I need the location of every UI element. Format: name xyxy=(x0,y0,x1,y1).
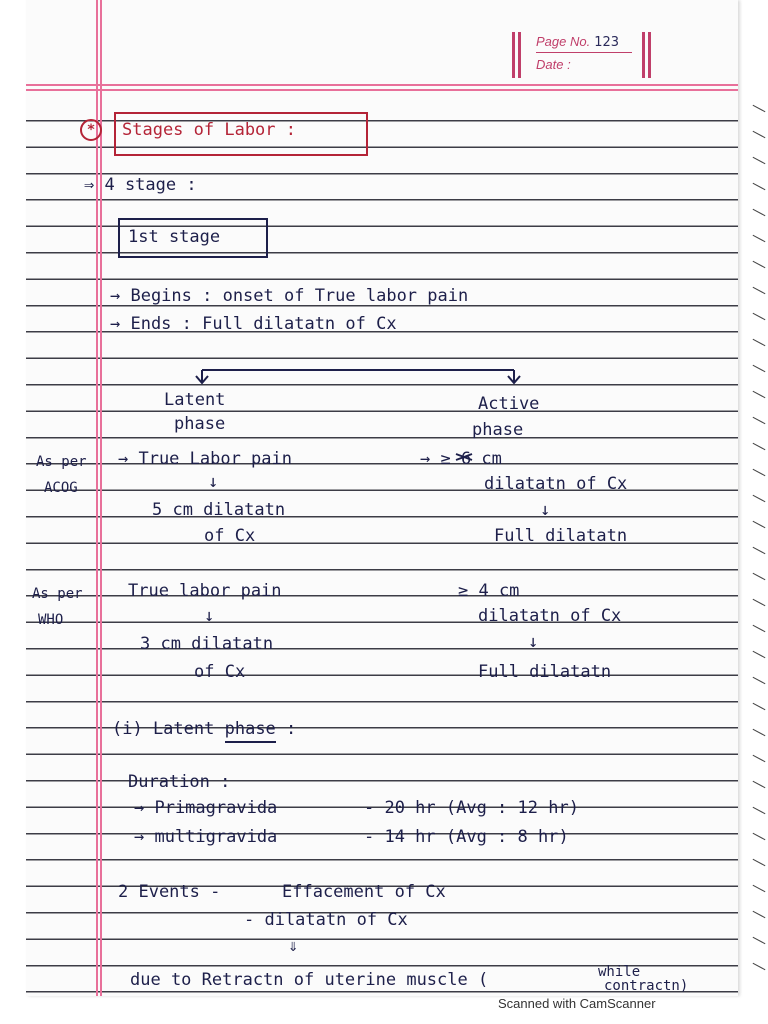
acog-label: ACOG xyxy=(44,480,78,496)
who-active-start: ≥ 4 cm xyxy=(458,581,520,601)
star-icon: * xyxy=(80,119,102,141)
begins-line: → Begins : onset of True labor pain xyxy=(110,286,469,306)
due-to-line: due to Retractn of uterine muscle ( xyxy=(130,970,489,990)
who-latent-end: of Cx xyxy=(194,662,246,682)
page-number: Page No. 123 xyxy=(536,34,620,50)
page-date: Date : xyxy=(536,57,571,72)
camscanner-watermark: Scanned with CamScanner xyxy=(498,996,656,1011)
primigravida-label: → Primagravida xyxy=(134,798,278,818)
acog-active-start: dilatatn of Cx xyxy=(484,474,628,494)
multigravida-duration: - 14 hr (Avg : 8 hr) xyxy=(364,827,569,847)
who-latent-start: True labor pain xyxy=(128,581,282,601)
who-active-end: Full dilatatn xyxy=(478,662,612,682)
event-effacement: Effacement of Cx xyxy=(282,882,446,902)
ends-line: → Ends : Full dilatatn of Cx xyxy=(110,314,397,334)
down-arrow-icon: ↓ xyxy=(204,606,215,626)
margin-line xyxy=(100,0,102,996)
multigravida-label: → multigravida xyxy=(134,827,278,847)
who-active-start: dilatatn of Cx xyxy=(478,606,622,626)
down-double-arrow-icon: ⇓ xyxy=(288,936,299,956)
latent-phase-heading: (i) Latent phase : xyxy=(112,719,296,739)
latent-label: phase xyxy=(174,414,226,434)
who-label: As per xyxy=(32,586,83,602)
down-arrow-icon: ↓ xyxy=(528,632,539,652)
acog-latent-end: 5 cm dilatatn xyxy=(152,500,286,520)
first-stage-heading: 1st stage xyxy=(128,227,221,247)
contraction-note: contractn) xyxy=(604,978,689,994)
down-arrow-icon: ↓ xyxy=(208,472,219,492)
acog-latent-start: → True Labor pain xyxy=(118,449,292,469)
who-label: WHO xyxy=(38,612,64,628)
while-note: while xyxy=(598,964,641,980)
events-label: 2 Events - xyxy=(118,882,221,902)
page-meta xyxy=(510,30,660,82)
acog-latent-end: of Cx xyxy=(204,526,256,546)
stage-count: ⇒ 4 stage : xyxy=(84,175,197,195)
down-arrow-icon: ↓ xyxy=(540,500,551,520)
acog-active-start: → ≥ 6 cm xyxy=(420,449,502,469)
duration-label: Duration : xyxy=(128,772,231,792)
acog-label: As per xyxy=(36,454,87,470)
header-line xyxy=(26,89,738,91)
margin-line xyxy=(96,0,98,996)
latent-label: Latent xyxy=(164,390,226,410)
acog-active-end: Full dilatatn xyxy=(494,526,628,546)
who-latent-end: 3 cm dilatatn xyxy=(140,634,274,654)
header-line xyxy=(26,84,738,86)
active-label: phase xyxy=(472,420,524,440)
active-label: Active xyxy=(478,394,540,414)
primigravida-duration: - 20 hr (Avg : 12 hr) xyxy=(364,798,579,818)
page-title: Stages of Labor : xyxy=(122,120,296,140)
event-dilatation: - dilatatn of Cx xyxy=(244,910,408,930)
